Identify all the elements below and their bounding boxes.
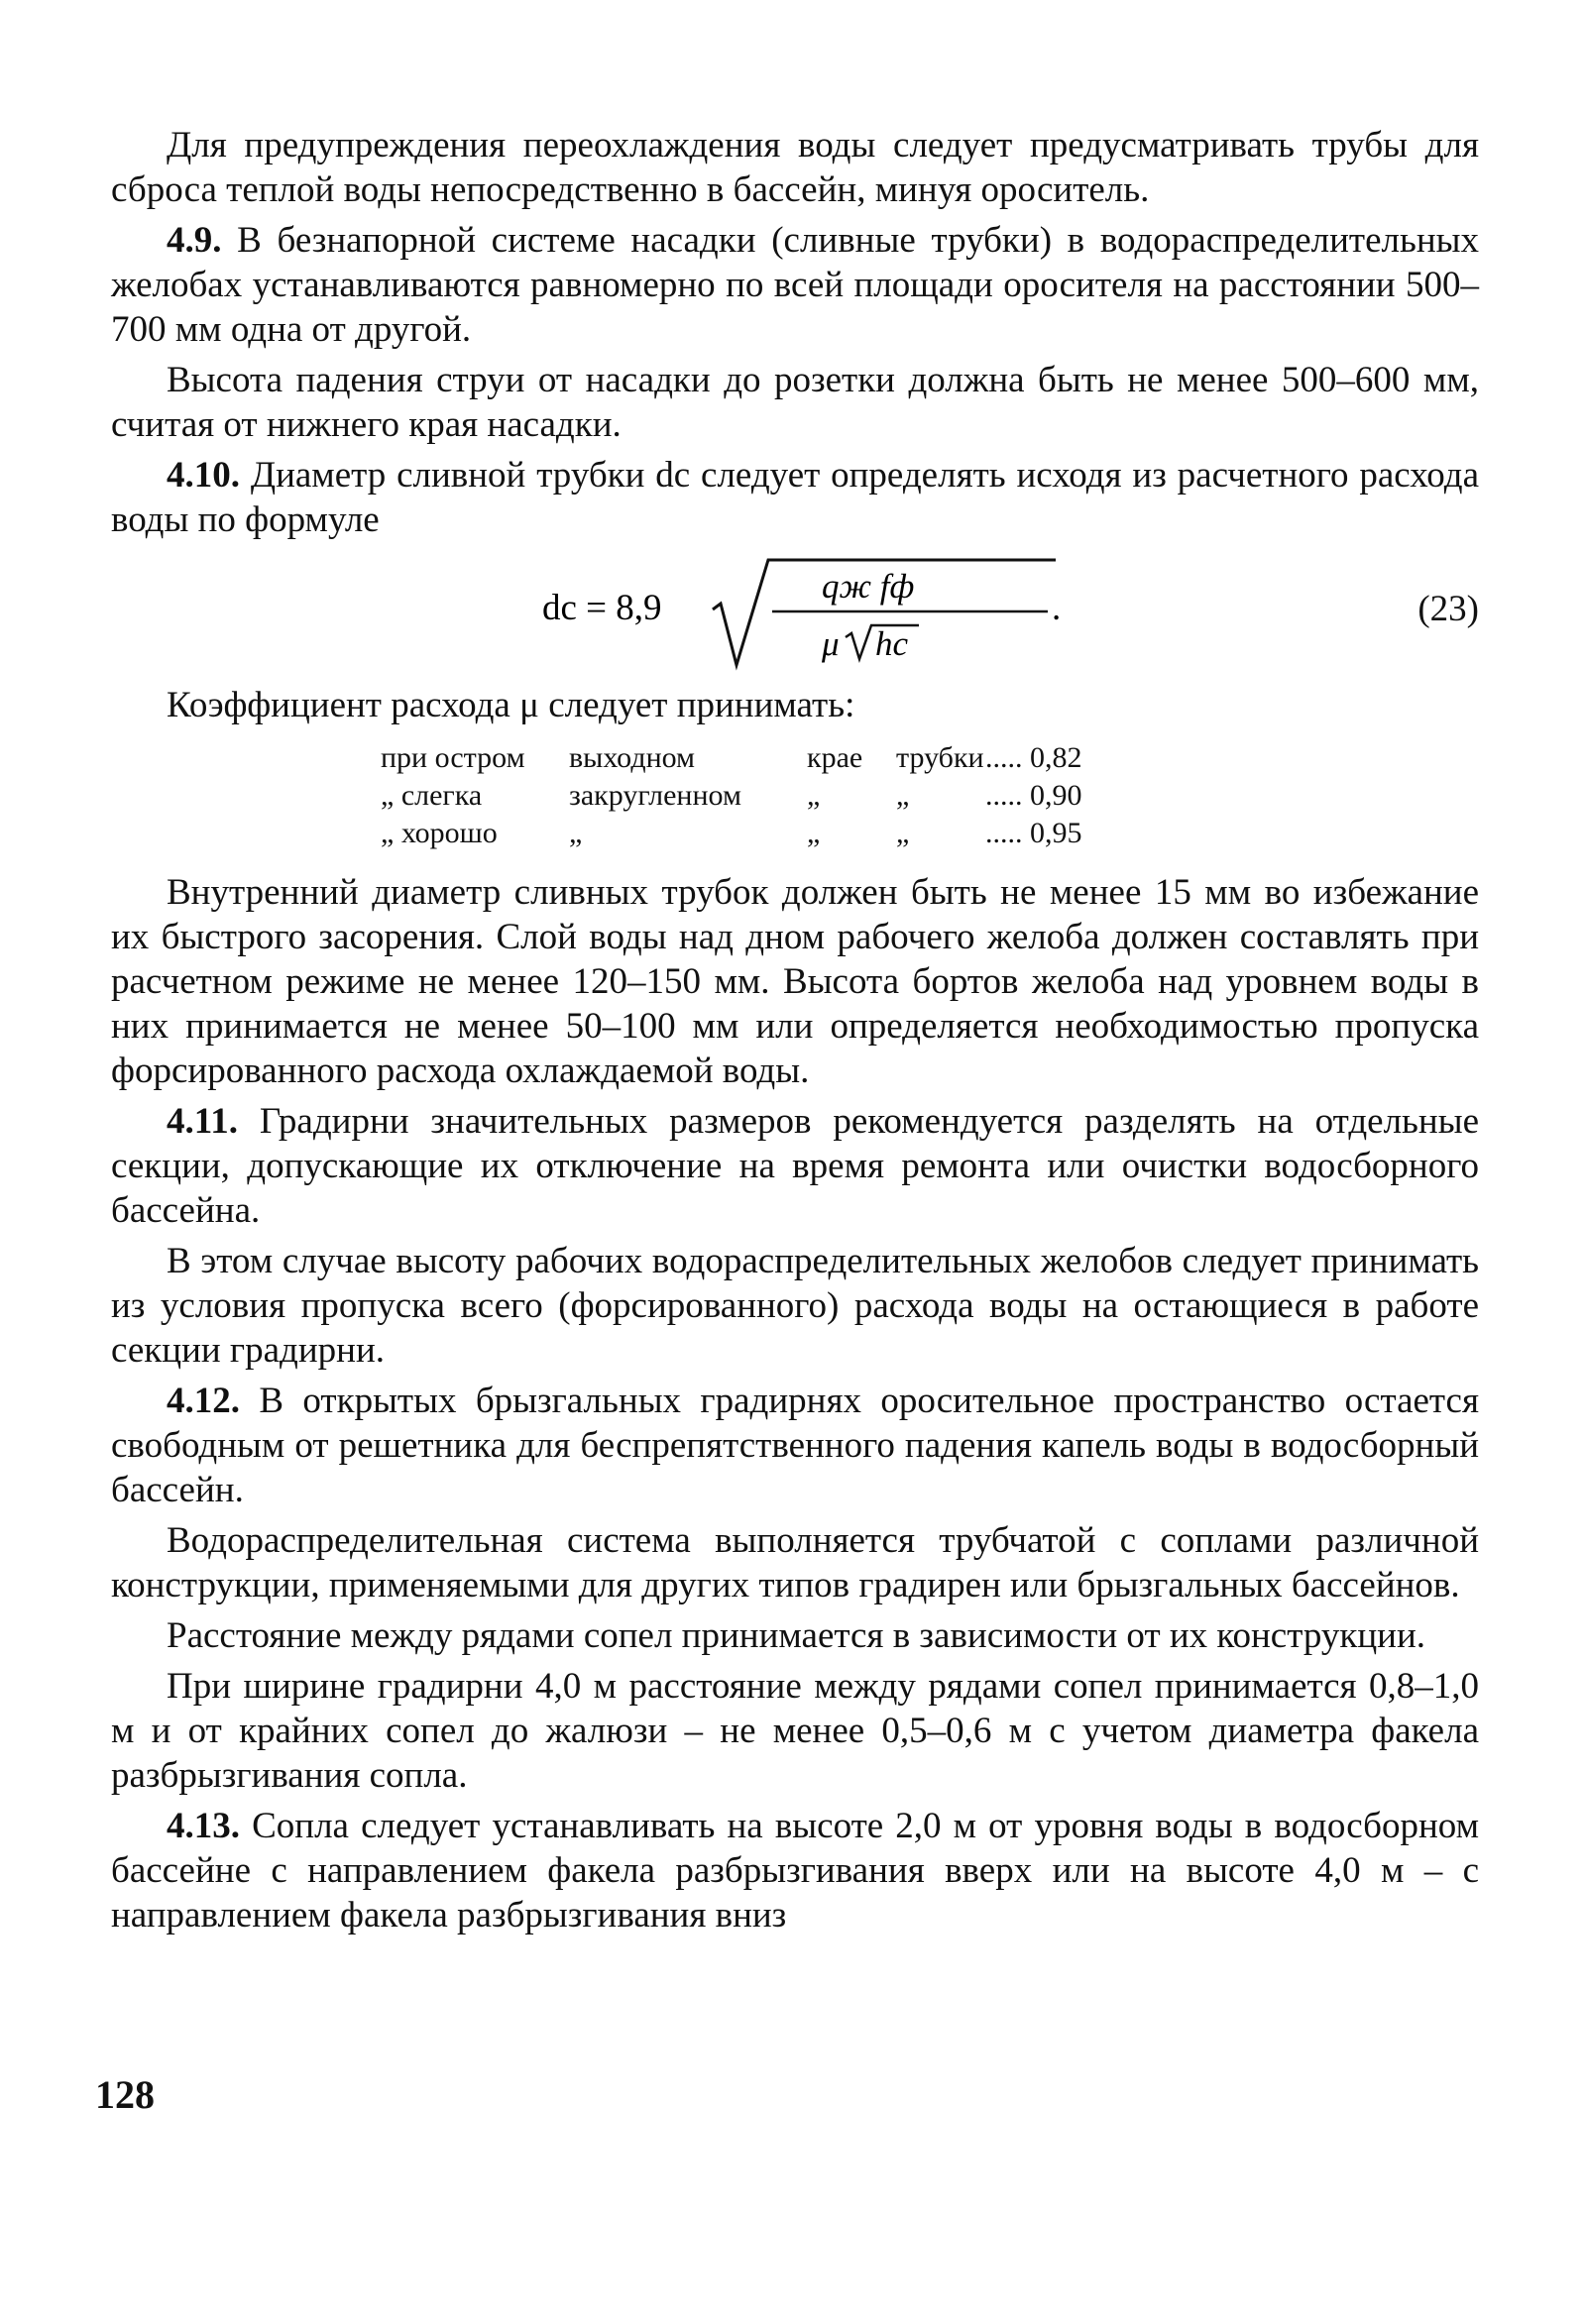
section-number: 4.10.	[167, 455, 240, 496]
equation-number: (23)	[1417, 589, 1479, 629]
section-number: 4.12.	[167, 1381, 240, 1421]
coef-cell: „	[569, 817, 583, 849]
table-row	[381, 777, 1082, 815]
paragraph-text: Диаметр сливной трубки dс следует определять исходя из расчетного расхода воды по формуле	[111, 455, 1479, 540]
paragraph-text: Градирни значительных размеров рекомендуется разделять на отдельные секции, допускающие их отключение на время ремонта или очистки водосборного бассейна.	[111, 1101, 1479, 1231]
formula-numerator: qж fф	[822, 567, 915, 606]
paragraph-4-12	[111, 1379, 1479, 1512]
coef-cell: „	[896, 779, 910, 812]
coef-cell: закругленном	[569, 779, 741, 812]
formula-denominator-h: hс	[875, 624, 909, 663]
coef-value: ..... 0,90	[985, 779, 1082, 812]
coef-cell: при остром	[381, 741, 525, 774]
coef-cell: „ хорошо	[381, 817, 498, 849]
paragraph-overcooling	[111, 123, 1479, 212]
coef-value: ..... 0,82	[985, 741, 1082, 774]
section-number: 4.9.	[167, 220, 222, 261]
coef-value: ..... 0,95	[985, 817, 1082, 849]
section-number: 4.11.	[167, 1101, 238, 1142]
section-number: 4.13.	[167, 1806, 240, 1846]
paragraph-text: В открытых брызгальных градирнях оросительное пространство остается свободным от решетника для беспрепятственного падения капель воды в водосборный бассейн.	[111, 1381, 1479, 1510]
paragraph-distribution-system	[111, 1518, 1479, 1607]
paragraph-4-13	[111, 1804, 1479, 1937]
formula-denominator-mu: μ	[822, 624, 840, 663]
paragraph-text: В этом случае высоту рабочих водораспределительных желобов следует принимать из условия пропуска всего (форсированного) расхода воды на остающиеся в работе секции градирни.	[111, 1241, 1479, 1371]
paragraph-text: При ширине градирни 4,0 м расстояние между рядами сопел принимается 0,8–1,0 м и от крайних сопел до жалюзи – не менее 0,5–0,6 м с учетом диаметра факела разбрызгивания сопла.	[111, 1666, 1479, 1796]
coef-cell: выходном	[569, 741, 696, 774]
formula-expression	[542, 548, 1062, 677]
paragraph-text: Водораспределительная система выполняется трубчатой с соплами различной конструкции, применяемыми для других типов градирен или брызгальных бассейнов.	[111, 1520, 1479, 1605]
paragraph-text: Высота падения струи от насадки до розетки должна быть не менее 500–600 мм, считая от нижнего края насадки.	[111, 360, 1479, 445]
paragraph-4-11	[111, 1099, 1479, 1233]
formula-period: .	[1052, 588, 1062, 628]
coef-cell: „	[807, 817, 821, 849]
paragraph-inner-diameter	[111, 870, 1479, 1093]
paragraph-trough-height	[111, 1239, 1479, 1373]
paragraph-text: Внутренний диаметр сливных трубок должен быть не менее 15 мм во избежание их быстрого засорения. Слой воды над дном рабочего желоба должен составлять при расчетном режиме не менее 120–150 мм. Высота бортов желоба над уровнем воды в них принимается не менее 50–100 мм или определяется необходимостью пропуска форсированного расхода охлаждаемой воды.	[111, 872, 1479, 1091]
coef-cell: „	[896, 817, 910, 849]
paragraph-text: Расстояние между рядами сопел принимается в зависимости от их конструкции.	[167, 1615, 1425, 1656]
paragraph-tower-width	[111, 1664, 1479, 1798]
formula-23	[111, 548, 1479, 677]
coef-cell: „ слегка	[381, 779, 483, 812]
paragraph-text: Для предупреждения переохлаждения воды следует предусматривать трубы для сброса теплой воды непосредственно в бассейн, минуя ороситель.	[111, 125, 1479, 210]
coef-cell: крае	[807, 741, 863, 774]
coef-cell: трубки	[896, 741, 984, 774]
paragraph-jet-height	[111, 358, 1479, 447]
paragraph-4-9	[111, 218, 1479, 352]
page-number: 128	[95, 2072, 155, 2117]
table-row	[381, 815, 1082, 852]
coefficient-table	[381, 739, 1082, 852]
formula-lhs: dс = 8,9	[542, 588, 662, 628]
table-row	[381, 739, 1082, 777]
paragraph-nozzle-rows	[111, 1613, 1479, 1658]
paragraph-text: Коэффициент расхода μ следует принимать:	[167, 685, 855, 725]
paragraph-text: В безнапорной системе насадки (сливные трубки) в водораспределительных желобах устанавливаются равномерно по всей площади оросителя на расстоянии 500–700 мм одна от другой.	[111, 220, 1479, 350]
paragraph-4-10	[111, 453, 1479, 542]
formula-graphic	[542, 548, 1062, 677]
paragraph-text: Сопла следует устанавливать на высоте 2,0 м от уровня воды в водосборном бассейне с направлением факела разбрызгивания вверх или на высоте 4,0 м – с направлением факела разбрызгивания вниз	[111, 1806, 1479, 1936]
coef-cell: „	[807, 779, 821, 812]
paragraph-coefficient-intro	[111, 683, 1479, 727]
page-body	[111, 123, 1479, 1943]
